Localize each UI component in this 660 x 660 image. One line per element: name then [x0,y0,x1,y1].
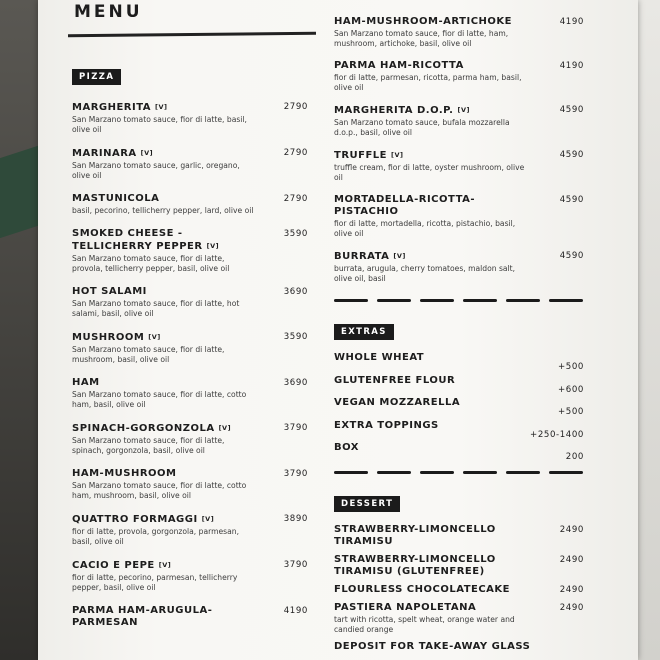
item-price: 4590 [559,195,584,205]
pizza-list [72,101,308,629]
vegetarian-tag: [V] [201,515,215,523]
item-name [72,422,256,435]
item-description: fior di latte, provola, gorgonzola, parmesan, basil, olive oil [72,527,240,546]
item-price: 3690 [283,287,308,297]
extra-name: VEGAN MOZZARELLA [334,397,461,408]
extra-price: +600 [557,384,584,395]
item-price: 3590 [283,229,308,239]
item-name-text: HOT SALAMI [72,286,147,297]
item-name-text: TRUFFLE [334,150,388,161]
item-name [72,101,256,114]
item-name-text: CACIO E PEPE [72,560,155,571]
item-name-text: MASTUNICOLA [72,193,160,204]
pizza-section-label: PIZZA [72,69,121,85]
item-price: 2490 [559,602,584,613]
item-name [334,149,532,162]
menu-item [72,228,308,274]
vegetarian-tag: [V] [155,103,168,111]
item-name-text: MARINARA [72,148,137,159]
menu-item [334,602,584,635]
item-name [72,147,256,160]
item-description: San Marzano tomato sauce, bufala mozzarella d.o.p., basil, olive oil [334,118,510,137]
item-description: San Marzano tomato sauce, fior di latte, ham, mushroom, artichoke, basil, olive oil [334,29,509,48]
menu-item [334,554,584,578]
item-price: 4590 [559,251,584,261]
item-price: 3690 [283,378,308,388]
item-description: basil, pecorino, tellicherry pepper, lard, olive oil [72,206,254,215]
item-name [334,602,532,614]
title-underline [68,32,316,38]
section-divider [334,295,584,309]
item-name [72,286,256,298]
item-name [72,513,256,526]
item-name-text: PARMA HAM-ARUGULA-PARMESAN [72,605,213,628]
item-price: 3790 [283,423,308,433]
item-name [72,228,256,253]
item-name-text: MARGHERITA D.O.P. [334,105,454,116]
item-name-text: SMOKED CHEESE -TELLICHERRY PEPPER [72,228,203,252]
item-name [334,104,532,117]
menu-item [334,524,584,548]
menu-item [334,584,584,596]
item-description: fior di latte, parmesan, ricotta, parma ham, basil, olive oil [334,73,522,92]
item-price: 3790 [283,469,308,479]
menu-item [334,16,584,49]
extra-price: +250-1400 [530,429,584,440]
menu-item [334,104,584,138]
extra-item [334,420,584,443]
item-description: San Marzano tomato sauce, fior di latte, cotto ham, mushroom, basil, olive oil [72,481,247,500]
item-name-text: STRAWBERRY-LIMONCELLO TIRAMISU [334,523,496,547]
extra-name: GLUTENFREE FLOUR [334,374,456,386]
vegetarian-tag: [V] [148,333,161,341]
item-price: 4590 [559,150,584,160]
item-description: San Marzano tomato sauce, fior di latte, basil, olive oil [72,115,247,134]
menu-item [72,559,308,593]
menu-item [72,193,308,216]
item-price: 2790 [283,102,308,112]
item-name-text: MUSHROOM [72,332,145,343]
pizza-list-continued [334,16,584,284]
item-name [334,584,532,596]
item-name [72,559,256,572]
item-price: 3590 [283,332,308,342]
item-price: 2490 [559,524,584,535]
item-name-text: PASTIERA NAPOLETANA [334,601,477,613]
item-name [334,641,532,653]
item-name [334,554,532,578]
extra-item [334,397,584,420]
item-name-text: PARMA HAM-RICOTTA [334,60,464,71]
extra-item [334,442,584,465]
menu-item [334,149,584,183]
left-column [72,64,308,641]
item-name [334,16,532,28]
item-name-text: QUATTRO FORMAGGI [72,514,198,525]
item-name-text: FLOURLESS CHOCOLATECAKE [334,583,511,595]
item-description: San Marzano tomato sauce, fior di latte, provola, tellicherry pepper, basil, olive oil [72,254,230,273]
item-name [72,193,256,205]
item-description: San Marzano tomato sauce, fior di latte, cotto ham, basil, olive oil [72,390,247,409]
menu-item [72,513,308,547]
menu-item [72,331,308,365]
menu-item [72,422,308,456]
item-name-text: HAM [72,377,100,388]
item-name-text: DEPOSIT FOR TAKE-AWAY GLASS [334,640,531,652]
item-description: San Marzano tomato sauce, garlic, oregano, olive oil [72,161,240,180]
extra-name: BOX [334,442,359,453]
item-price: 2490 [559,554,584,565]
menu-item [334,641,584,653]
item-price: 2790 [283,148,308,158]
menu-item [72,377,308,410]
item-name [72,377,256,389]
dessert-section-label: DESSERT [334,496,400,512]
item-price: 3890 [283,514,308,524]
item-price: 2490 [559,584,584,595]
extra-item [334,375,584,398]
vegetarian-tag: [V] [206,242,220,250]
item-name-text: SPINACH-GORGONZOLA [72,423,215,434]
item-name-text: MORTADELLA-RICOTTA-PISTACHIO [334,194,475,217]
item-description: tart with ricotta, spelt wheat, orange water and candied orange [334,614,515,634]
vegetarian-tag: [V] [457,106,470,114]
extra-name: EXTRA TOPPINGS [334,419,439,431]
item-price: 3790 [283,560,308,570]
item-name [334,60,532,72]
item-description: fior di latte, mortadella, ricotta, pistachio, basil, olive oil [334,219,516,238]
menu-item [72,286,308,319]
section-divider [334,467,584,481]
menu-item [334,60,584,93]
menu-item [72,101,308,135]
item-name [334,194,532,218]
vegetarian-tag: [V] [391,151,404,159]
vegetarian-tag: [V] [140,149,154,157]
item-name [72,331,256,344]
item-price: 2790 [283,194,308,204]
item-name [334,524,532,548]
item-name [334,250,532,263]
item-name-text: BURRATA [334,251,390,262]
menu-sheet [38,0,638,660]
menu-item [72,468,308,501]
extras-section-label: EXTRAS [334,324,394,340]
item-price: 4190 [559,61,584,71]
menu-title: MENU [74,2,143,22]
menu-item [72,147,308,181]
extra-item [334,352,584,375]
item-price: 4190 [283,606,308,616]
item-description: burrata, arugula, cherry tomatoes, maldon salt, olive oil, basil [334,264,516,283]
item-name-text: STRAWBERRY-LIMONCELLO TIRAMISU (GLUTENFREE) [334,553,496,577]
vegetarian-tag: [V] [158,561,172,569]
vegetarian-tag: [V] [218,424,232,432]
extra-price: 200 [565,452,584,462]
vegetarian-tag: [V] [393,252,406,260]
item-name [72,468,256,480]
item-description: San Marzano tomato sauce, fior di latte, hot salami, basil, olive oil [72,299,240,318]
extra-name: WHOLE WHEAT [334,352,425,363]
menu-item [334,250,584,284]
menu-item [72,605,308,629]
item-name [72,605,256,629]
item-description: fior di latte, pecorino, parmesan, tellicherry pepper, basil, olive oil [72,573,238,592]
extras-list [334,352,584,465]
menu-item [334,194,584,239]
dessert-list [334,524,584,653]
extra-price: +500 [557,362,584,372]
item-description: truffle cream, fior di latte, oyster mushroom, olive oil [334,163,525,182]
item-price: 4190 [559,17,584,27]
item-description: San Marzano tomato sauce, fior di latte, spinach, gorgonzola, basil, olive oil [72,436,225,455]
item-name-text: HAM-MUSHROOM [72,468,177,479]
right-column [334,16,584,659]
extra-price: +500 [557,407,584,417]
item-name-text: HAM-MUSHROOM-ARTICHOKE [334,16,512,27]
item-name-text: MARGHERITA [72,102,152,113]
item-price: 4590 [559,105,584,115]
item-description: San Marzano tomato sauce, fior di latte, mushroom, basil, olive oil [72,345,225,364]
